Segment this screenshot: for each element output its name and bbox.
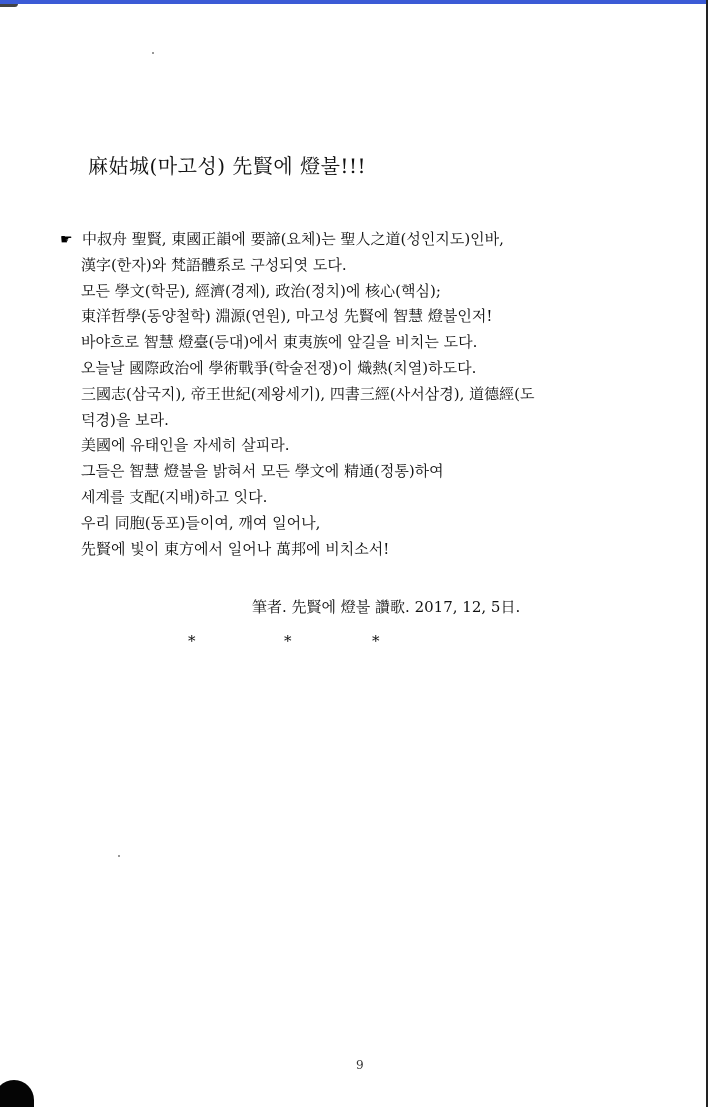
body-line: 모든 學文(학문), 經濟(경제), 政治(정치)에 核心(핵심); (81, 281, 441, 300)
page-number: 9 (356, 1058, 364, 1072)
section-separator (0, 632, 710, 652)
body-line: 세계를 支配(지배)하고 잇다. (81, 487, 268, 506)
body-line: 바야흐로 智慧 燈臺(등대)에서 東夷族에 앞길을 비치는 도다. (81, 333, 478, 352)
body-line: 漢字(한자)와 梵語體系로 구성되엿 도다. (81, 255, 347, 274)
body-line: 덕경)을 보라. (81, 410, 169, 429)
scan-mark (0, 4, 18, 7)
body-line (60, 227, 660, 253)
body-line-text: 中叔舟 聖賢, 東國正韻에 要諦(요체)는 聖人之道(성인지도)인바, (82, 230, 504, 248)
separator-star: * (188, 632, 196, 650)
body-line: 先賢에 빛이 東方에서 일어나 萬邦에 비치소서! (81, 539, 390, 558)
body-line: 美國에 유태인을 자세히 살피라. (81, 436, 290, 455)
body-line: 東洋哲學(동양철학) 淵源(연원), 마고성 先賢에 智慧 燈불인저! (81, 307, 493, 326)
body-line: 오늘날 國際政治에 學術戰爭(학술전쟁)이 熾熱(치열)하도다. (81, 358, 477, 377)
separator-star: * (284, 632, 292, 650)
body-line: 三國志(삼국지), 帝王世紀(제왕세기), 四書三經(사서삼경), 道德經(도 (81, 384, 535, 403)
separator-star: * (372, 632, 380, 650)
body-line: 우리 同胞(동포)들이여, 깨여 일어나, (81, 513, 321, 532)
top-border (0, 0, 706, 4)
poem-body (60, 227, 660, 562)
hand-pointer-icon: ☛ (60, 232, 73, 248)
page-title: 麻姑城(마고성) 先賢에 燈불!!! (88, 154, 367, 178)
author-signature: 筆者. 先賢에 燈불 讚歌. 2017, 12, 5日. (252, 598, 521, 616)
scan-blot (0, 1080, 34, 1107)
body-line: 그들은 智慧 燈불을 밝혀서 모든 學文에 精通(정통)하여 (81, 462, 444, 481)
scan-speck (118, 855, 120, 857)
scan-speck (152, 52, 154, 54)
page-edge (706, 0, 708, 1107)
